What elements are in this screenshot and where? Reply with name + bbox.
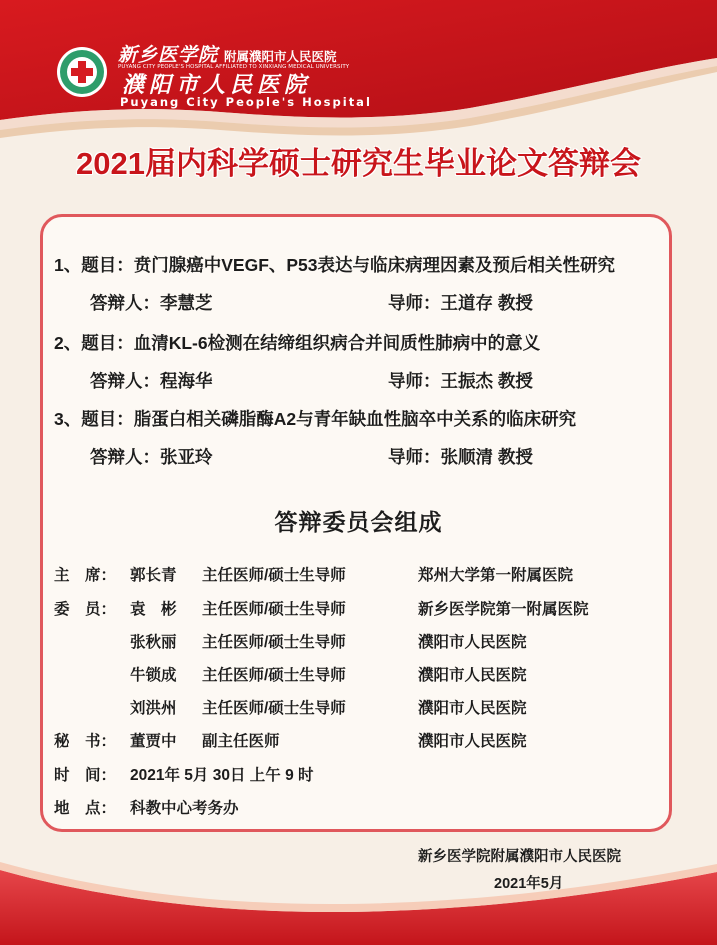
committee-name: 刘洪州 xyxy=(130,700,177,717)
committee-org: 濮阳市人民医院 xyxy=(418,733,527,750)
hospital-calligraphy: 濮阳市人民医院 xyxy=(122,72,312,98)
place-value: 科教中心考务办 xyxy=(130,800,239,817)
committee-org: 新乡医学院第一附属医院 xyxy=(418,601,589,618)
committee-name: 郭长青 xyxy=(130,567,177,584)
committee-name: 张秋丽 xyxy=(130,634,177,651)
hospital-logo xyxy=(56,46,108,98)
time-label: 时 间： xyxy=(54,767,117,784)
time-value: 2021年 5月 30日 上午 9 时 xyxy=(130,767,314,784)
page-title: 2021届内科学硕士研究生毕业论文答辩会 xyxy=(76,146,641,181)
footer-date: 2021年5月 xyxy=(494,876,564,892)
committee-title: 主任医师/硕士生导师 xyxy=(202,634,346,651)
committee-title: 主任医师/硕士生导师 xyxy=(202,700,346,717)
committee-title: 副主任医师 xyxy=(202,733,280,750)
committee-role: 委 员： xyxy=(54,601,117,618)
header-affiliation xyxy=(118,40,337,66)
committee-org: 濮阳市人民医院 xyxy=(418,634,527,651)
committee-role: 主 席： xyxy=(54,567,117,584)
committee-title: 主任医师/硕士生导师 xyxy=(202,601,346,618)
thesis-defender: 答辩人：张亚玲 xyxy=(90,447,213,467)
committee-name: 袁 彬 xyxy=(130,601,177,618)
committee-org: 郑州大学第一附属医院 xyxy=(418,567,574,584)
hospital-english-name: Puyang City People's Hospital xyxy=(120,95,372,109)
affiliation-text: 附属濮阳市人民医院 xyxy=(224,49,337,64)
committee-org: 濮阳市人民医院 xyxy=(418,667,527,684)
thesis-advisor: 导师：张顺清 教授 xyxy=(388,447,533,467)
thesis-topic: 2、题目：血清KL-6检测在结缔组织病合并间质性肺病中的意义 xyxy=(54,333,541,353)
thesis-topic: 3、题目：脂蛋白相关磷脂酶A2与青年缺血性脑卒中关系的临床研究 xyxy=(54,409,577,429)
thesis-advisor: 导师：王振杰 教授 xyxy=(388,371,533,391)
place-label: 地 点： xyxy=(54,800,117,817)
committee-title: 主任医师/硕士生导师 xyxy=(202,567,346,584)
thesis-defender: 答辩人：程海华 xyxy=(90,371,213,391)
university-calligraphy: 新乡医学院 xyxy=(118,44,219,66)
committee-name: 董贾中 xyxy=(130,733,177,750)
committee-name: 牛锁成 xyxy=(130,667,177,684)
thesis-advisor: 导师：王道存 教授 xyxy=(388,293,533,313)
committee-heading: 答辩委员会组成 xyxy=(274,509,443,535)
committee-role: 秘 书： xyxy=(54,733,117,750)
footer-organization: 新乡医学院附属濮阳市人民医院 xyxy=(418,849,621,865)
committee-title: 主任医师/硕士生导师 xyxy=(202,667,346,684)
thesis-defender: 答辩人：李慧芝 xyxy=(90,293,213,313)
affiliation-english: PUYANG CITY PEOPLE'S HOSPITAL AFFILIATED TO XINXIANG MEDICAL UNIVERSITY xyxy=(118,64,350,70)
thesis-topic: 1、题目：贲门腺癌中VEGF、P53表达与临床病理因素及预后相关性研究 xyxy=(54,255,616,275)
committee-org: 濮阳市人民医院 xyxy=(418,700,527,717)
